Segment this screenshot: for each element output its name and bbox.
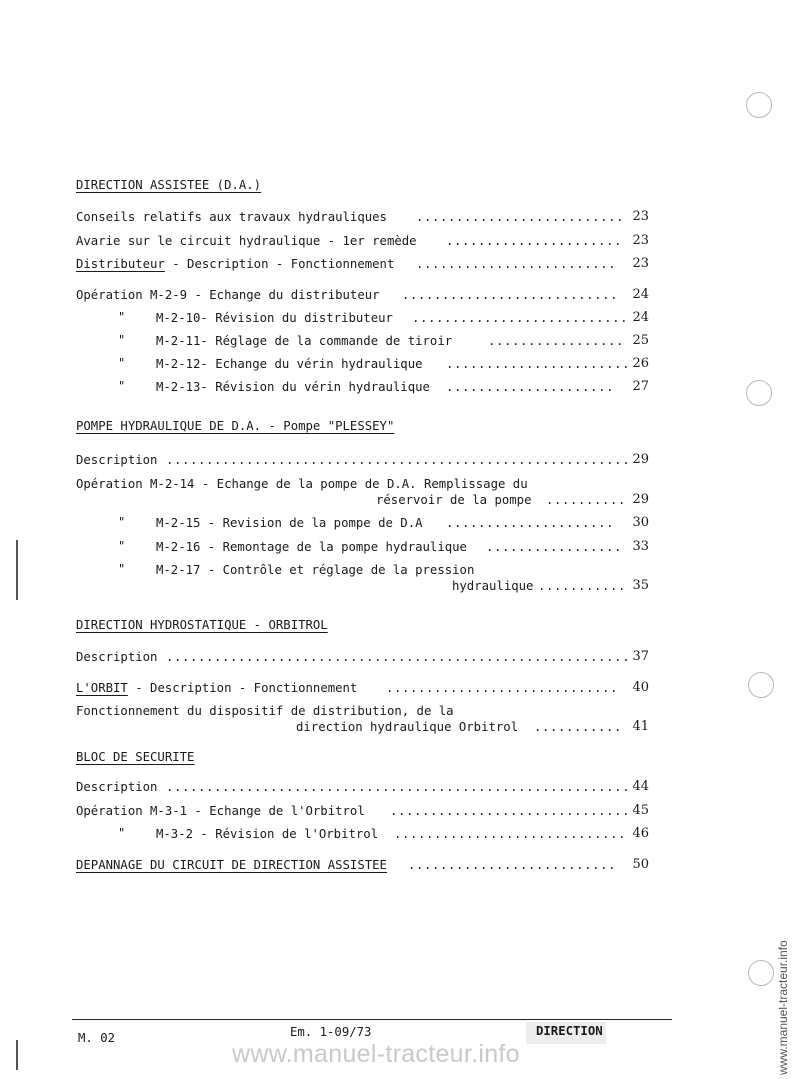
punch-hole xyxy=(748,672,774,698)
ditto-mark: " xyxy=(118,379,126,393)
toc-entry: Conseils relatifs aux travaux hydrauliques .......................... 23 xyxy=(76,209,649,224)
section-heading: BLOC DE SECURITE xyxy=(76,750,195,764)
toc-entry: Opération M-3-1 - Echange de l'Orbitrol .............................. 45 xyxy=(76,803,649,818)
punch-hole xyxy=(748,960,774,986)
toc-entry: Description .......................................................... 29 xyxy=(76,452,649,467)
watermark: www.manuel-tracteur.info xyxy=(232,1040,520,1068)
toc-entry: DEPANNAGE DU CIRCUIT DE DIRECTION ASSISTEE .......................... 50 xyxy=(76,857,649,872)
toc-entry: M-2-10- Révision du distributeur ........................... 24 xyxy=(156,310,649,325)
ditto-mark: " xyxy=(118,539,126,553)
toc-entry-line: Fonctionnement du dispositif de distribution, de la xyxy=(76,704,454,718)
section-heading: DIRECTION ASSISTEE (D.A.) xyxy=(76,178,262,192)
toc-entry: M-2-11- Réglage de la commande de tiroir ................. 25 xyxy=(156,333,649,348)
scan-edge-mark xyxy=(16,540,18,600)
toc-entry: M-2-13- Révision du vérin hydraulique ..................... 27 xyxy=(156,379,649,394)
ditto-mark: " xyxy=(118,333,126,347)
footer-title: DIRECTION xyxy=(536,1024,603,1038)
ditto-mark: " xyxy=(118,515,126,529)
punch-hole xyxy=(746,92,772,118)
toc-entry: M-3-2 - Révision de l'Orbitrol ............................. 46 xyxy=(156,826,649,841)
toc-entry: direction hydraulique Orbitrol ........... 41 xyxy=(296,719,649,734)
toc-entry: M-2-15 - Revision de la pompe de D.A ..................... 30 xyxy=(156,515,649,530)
toc-entry: M-2-16 - Remontage de la pompe hydraulique ................. 33 xyxy=(156,539,649,554)
footer-edition: Em. 1-09/73 xyxy=(290,1025,372,1039)
toc-entry: Description .......................................................... 44 xyxy=(76,779,649,794)
toc-entry: réservoir de la pompe .......... 29 xyxy=(376,492,649,507)
punch-hole xyxy=(746,380,772,406)
footer-code: M. 02 xyxy=(78,1031,116,1045)
toc-entry: Avarie sur le circuit hydraulique - 1er remède ...................... 23 xyxy=(76,233,649,248)
ditto-mark: " xyxy=(118,310,126,324)
ditto-mark: " xyxy=(118,562,126,576)
toc-entry: hydraulique ........... 35 xyxy=(452,578,649,593)
toc-entry: Opération M-2-9 - Echange du distributeur ........................... 24 xyxy=(76,287,649,302)
side-watermark: www.manuel-tracteur.info xyxy=(776,940,790,1075)
section-heading: DIRECTION HYDROSTATIQUE - ORBITROL xyxy=(76,618,328,632)
toc-entry: Description .......................................................... 37 xyxy=(76,649,649,664)
toc-entry-line: Opération M-2-14 - Echange de la pompe de D.A. Remplissage du xyxy=(76,477,528,491)
footer-rule xyxy=(72,1019,672,1020)
ditto-mark: " xyxy=(118,356,126,370)
scan-edge-mark xyxy=(16,1040,18,1070)
toc-entry: M-2-12- Echange du vérin hydraulique ....................... 26 xyxy=(156,356,649,371)
ditto-mark: " xyxy=(118,826,126,840)
toc-entry-line: M-2-17 - Contrôle et réglage de la pression xyxy=(156,563,475,577)
toc-entry: Distributeur - Description - Fonctionnement ......................... 23 xyxy=(76,256,649,271)
toc-entry: L'ORBIT - Description - Fonctionnement ............................. 40 xyxy=(76,680,649,695)
section-heading: POMPE HYDRAULIQUE DE D.A. - Pompe "PLESSEY" xyxy=(76,419,395,433)
